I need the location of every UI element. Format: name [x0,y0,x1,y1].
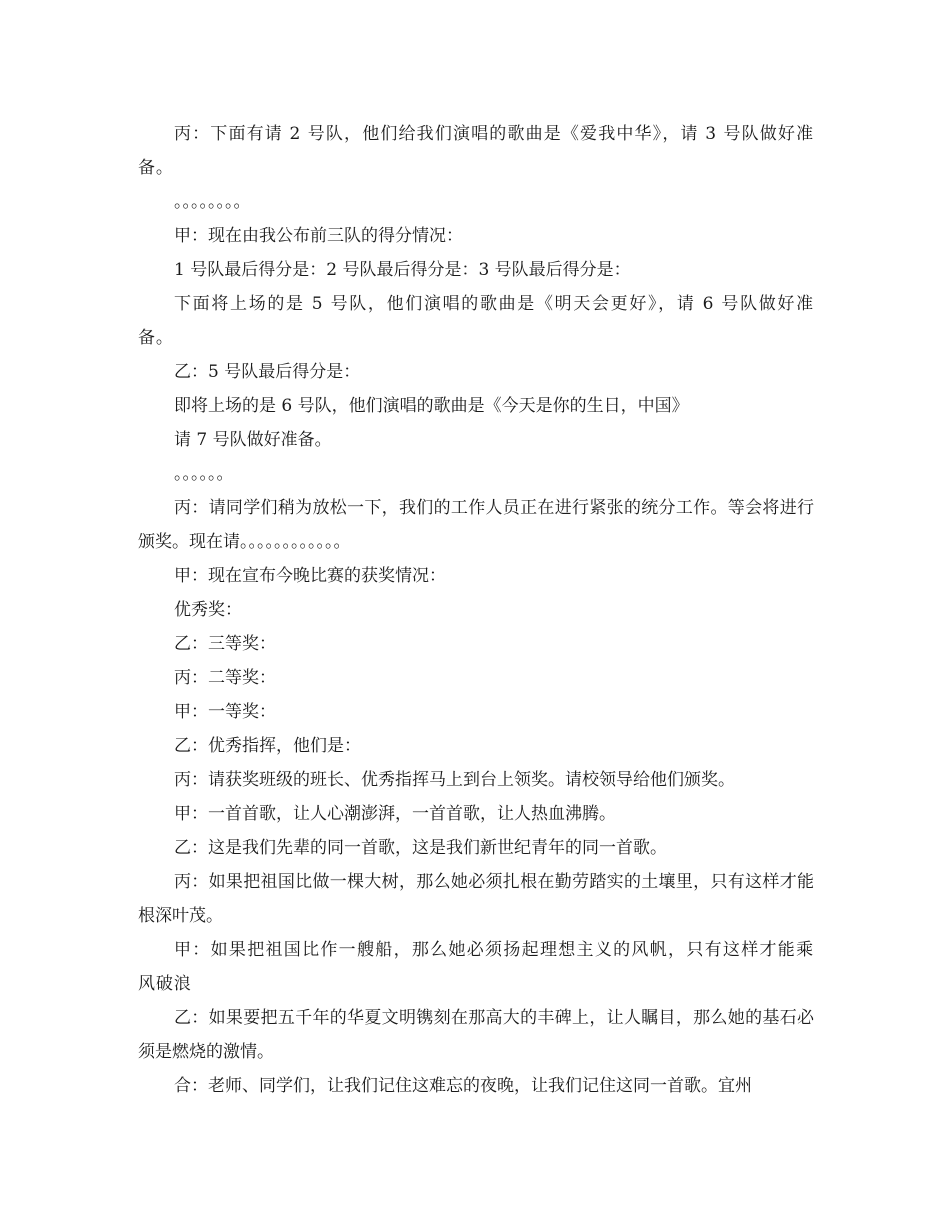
document-body [138,117,814,1103]
paragraph-closing-tree: 丙：如果把祖国比做一棵大树，那么她必须扎根在勤劳踏实的土壤里，只有这样才能根深叶茂。 [138,872,814,926]
paragraph-team2-announcement: 丙：下面有请 2 号队，他们给我们演唱的歌曲是《爱我中华》，请 3 号队做好准备。 [138,124,814,178]
paragraph-closing-monument: 乙：如果要把五千年的华夏文明镌刻在那高大的丰碑上，让人瞩目，那么她的基石必须是燃烧的激情。 [138,1008,814,1062]
paragraph-awards-intro: 甲：现在宣布今晚比赛的获奖情况： [174,566,446,586]
paragraph-closing-together: 合：老师、同学们，让我们记住这难忘的夜晚，让我们记住这同一首歌。宜州 [174,1076,752,1096]
paragraph-award-ceremony: 丙：请获奖班级的班长、优秀指挥马上到台上领奖。请校领导给他们颁奖。 [174,770,735,790]
paragraph-team5-score: 乙：5 号队最后得分是： [174,362,361,382]
paragraph-closing-ship: 甲：如果把祖国比作一艘船，那么她必须扬起理想主义的风帆，只有这样才能乘风破浪 [138,940,814,994]
paragraph-scores-1-3: 1 号队最后得分是：2 号队最后得分是：3 号队最后得分是： [174,260,631,280]
paragraph-ellipsis: 。。。。。。。。 [174,192,251,212]
paragraph-second-prize: 丙：二等奖： [174,668,276,688]
paragraph-score-intro: 甲：现在由我公布前三队的得分情况： [174,226,463,246]
paragraph-first-prize: 甲：一等奖： [174,702,276,722]
paragraph-team5-announcement: 下面将上场的是 5 号队，他们演唱的歌曲是《明天会更好》，请 6 号队做好准备。 [138,294,814,348]
paragraph-best-conductor: 乙：优秀指挥，他们是： [174,736,361,756]
paragraph-team7-prepare: 请 7 号队做好准备。 [174,430,332,450]
paragraph-closing-line-2: 乙：这是我们先辈的同一首歌，这是我们新世纪青年的同一首歌。 [174,838,667,858]
paragraph-closing-line-1: 甲：一首首歌，让人心潮澎湃，一首首歌，让人热血沸腾。 [174,804,616,824]
paragraph-ellipsis: 。。。。。。 [174,464,234,484]
paragraph-team6-announcement: 即将上场的是 6 号队，他们演唱的歌曲是《今天是你的生日，中国》 [174,396,689,416]
paragraph-break-announcement: 丙：请同学们稍为放松一下，我们的工作人员正在进行紧张的统分工作。等会将进行颁奖。现在请。。。。。。。。。。。。 [138,498,814,552]
paragraph-third-prize: 乙：三等奖： [174,634,276,654]
paragraph-excellence-award: 优秀奖： [174,600,242,620]
